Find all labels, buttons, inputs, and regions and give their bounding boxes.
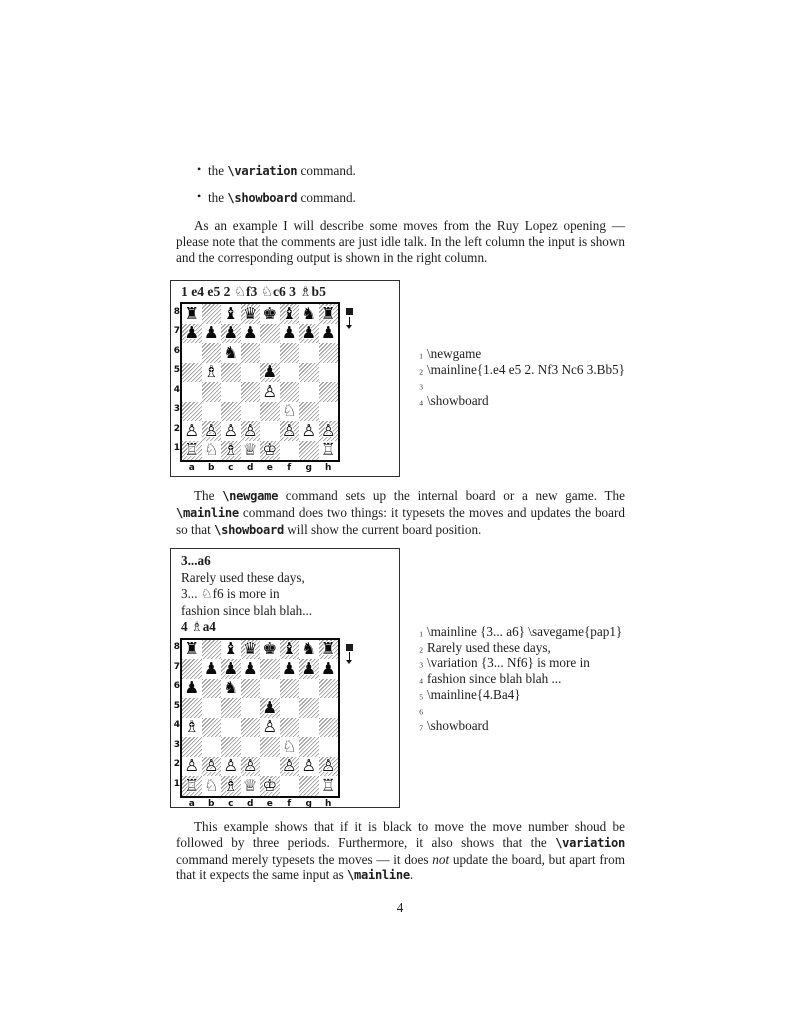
list-item (176, 190, 625, 207)
board-square (319, 421, 339, 441)
board-square (260, 757, 280, 777)
chess-piece: ♟ (301, 658, 317, 678)
chess-piece: ♘ (203, 775, 219, 795)
board-square (241, 640, 261, 660)
line-number: 3 (419, 660, 423, 670)
board-square (202, 698, 222, 718)
rank-labels: 8 7 6 5 4 3 2 1 (173, 642, 180, 789)
chess-piece: ♖ (184, 775, 200, 795)
chess-piece: ♖ (320, 440, 336, 459)
board-square (241, 659, 261, 679)
text-segment: As an example I will describe some moves from the Ruy Lopez opening — please note that the comments are just idle talk. In the left column the input is shown and the corresponding output is shown in the right column. (176, 218, 625, 265)
board-square (280, 324, 300, 344)
inline-code: \variation (227, 164, 298, 178)
board-square (202, 679, 222, 699)
chess-piece: ♙ (281, 756, 297, 775)
board-square (260, 324, 280, 344)
board-square (319, 363, 339, 383)
chess-piece: ♙ (262, 381, 278, 401)
chess-piece: ♙ (320, 756, 336, 775)
board-square (260, 382, 280, 402)
board-square (221, 382, 241, 402)
chess-piece: ♝ (223, 303, 239, 323)
board-square (182, 421, 202, 441)
board-square (241, 343, 261, 363)
chess-piece: ♜ (184, 303, 200, 323)
board-square (221, 679, 241, 699)
chess-piece: ♟ (262, 362, 278, 381)
line-number: 4 (419, 398, 423, 408)
down-arrow-icon (345, 315, 354, 330)
board-square (241, 679, 261, 699)
chess-piece: ♔ (262, 440, 278, 459)
board-square (299, 402, 319, 422)
chess-piece: ♛ (242, 303, 258, 323)
chess-piece: ♘ (281, 401, 297, 420)
bullet-list (176, 163, 625, 218)
board-square (202, 659, 222, 679)
chess-piece: ♖ (184, 440, 200, 459)
chess-piece: ♚ (262, 303, 278, 323)
chess-piece: ♟ (301, 323, 317, 342)
chess-board-1 (172, 302, 399, 475)
chess-piece: ♟ (203, 323, 219, 342)
text-segment: command does two things: it typesets the moves and updates the board so that (176, 504, 625, 537)
text-segment: update the board, but apart from that it expects the same input as (176, 851, 625, 883)
code-line (412, 362, 682, 378)
chess-piece: ♟ (203, 658, 219, 678)
board-square (280, 441, 300, 461)
board-square (182, 776, 202, 796)
board-square (299, 441, 319, 461)
board-square (260, 421, 280, 441)
board-square (299, 776, 319, 796)
board-square (260, 679, 280, 699)
line-number: 4 (419, 676, 423, 686)
explanation-paragraph (176, 488, 625, 538)
board-square (241, 382, 261, 402)
code-line (412, 655, 682, 671)
board-square (260, 776, 280, 796)
inline-code: \variation (555, 835, 625, 850)
board-square (280, 737, 300, 757)
down-arrow-icon (345, 651, 354, 666)
board-square (182, 698, 202, 718)
board-square (182, 304, 202, 324)
annotation-line: fashion since blah blah... (181, 602, 313, 618)
chess-piece: ♛ (242, 639, 258, 658)
board-square (221, 757, 241, 777)
board-square (280, 757, 300, 777)
code-line (412, 624, 682, 640)
board-square (221, 304, 241, 324)
board-square (182, 363, 202, 383)
board-square (260, 343, 280, 363)
board-square (299, 363, 319, 383)
board-square (182, 757, 202, 777)
chess-piece: ♙ (301, 756, 317, 775)
board-square (319, 679, 339, 699)
board-square (319, 304, 339, 324)
code-listing-1 (412, 346, 682, 409)
text-segment: not (432, 851, 450, 867)
chess-piece: ♚ (262, 639, 278, 658)
board-square (182, 402, 202, 422)
text-segment: The (194, 488, 223, 503)
text-segment: This example shows that if it is black to move the move number shoud be followed by three periods. Furthermore, it also shows that the (176, 819, 625, 850)
board-square (319, 324, 339, 344)
chess-piece: ♜ (320, 303, 336, 323)
chess-piece: ♙ (281, 420, 297, 440)
board-square (280, 640, 300, 660)
board-square (260, 304, 280, 324)
chess-piece: ♙ (184, 756, 200, 775)
board-square (319, 659, 339, 679)
chess-piece: ♙ (242, 756, 258, 775)
board-square (241, 324, 261, 344)
code-line (412, 393, 682, 409)
text-segment: the (208, 190, 228, 206)
chess-piece: ♟ (281, 323, 297, 342)
board-square (280, 659, 300, 679)
chess-piece: ♗ (203, 362, 219, 381)
board-square (280, 698, 300, 718)
chess-piece: ♞ (301, 639, 317, 658)
chess-piece: ♕ (242, 775, 258, 795)
board-square (319, 343, 339, 363)
board-square (260, 640, 280, 660)
chess-piece: ♙ (223, 756, 239, 775)
board-grid (180, 302, 340, 462)
board-square (319, 757, 339, 777)
board-square (182, 737, 202, 757)
board-square (182, 343, 202, 363)
chess-piece: ♗ (184, 717, 200, 736)
chess-piece: ♙ (301, 420, 317, 440)
chess-piece: ♜ (320, 639, 336, 658)
chess-piece: ♙ (203, 756, 219, 775)
chess-piece: ♙ (320, 420, 336, 440)
board-square (241, 776, 261, 796)
code-line (412, 377, 682, 393)
line-number: 2 (419, 367, 423, 377)
chess-piece: ♔ (262, 775, 278, 795)
to-move-square-icon (346, 308, 353, 315)
code-line (412, 702, 682, 718)
board-square (280, 718, 300, 738)
board-square (299, 698, 319, 718)
inline-code: \newgame (222, 489, 279, 503)
chess-piece: ♝ (281, 303, 297, 323)
board-square (319, 640, 339, 660)
chess-piece: ♟ (281, 658, 297, 678)
chess-piece: ♙ (184, 420, 200, 440)
board-square (202, 776, 222, 796)
annotation-line: Rarely used these days, (181, 569, 305, 585)
code-listing-2 (412, 624, 682, 734)
chess-figure-1 (170, 280, 400, 477)
board-square (260, 718, 280, 738)
line-number: 2 (419, 645, 423, 655)
chess-piece: ♞ (223, 678, 239, 697)
board-square (182, 441, 202, 461)
chess-piece: ♟ (223, 323, 239, 342)
board-square (319, 698, 339, 718)
code-text: \mainline{4.Ba4} (427, 686, 521, 702)
file-labels: a b c d e f g h (188, 798, 332, 809)
chess-board-2 (172, 638, 399, 811)
text-segment: . (409, 867, 414, 883)
list-item (176, 163, 625, 180)
black-to-move-indicator (345, 308, 354, 330)
to-move-square-icon (346, 644, 353, 651)
bullet-text (208, 163, 356, 178)
board-square (202, 304, 222, 324)
line-number: 6 (419, 707, 423, 717)
chess-piece: ♟ (242, 658, 258, 678)
chess-piece: ♕ (242, 440, 258, 459)
board-square (280, 421, 300, 441)
chess-piece: ♘ (203, 440, 219, 459)
chess-piece: ♙ (262, 717, 278, 736)
board-square (202, 640, 222, 660)
code-line (412, 718, 682, 734)
board-square (202, 382, 222, 402)
board-square (202, 718, 222, 738)
board-square (319, 382, 339, 402)
board-square (280, 343, 300, 363)
chess-piece: ♞ (223, 342, 239, 362)
chess-piece: ♟ (184, 678, 200, 697)
chess-piece: ♟ (320, 323, 336, 342)
board-square (299, 757, 319, 777)
code-text: \newgame (427, 346, 482, 361)
chess-piece: ♗ (223, 440, 239, 459)
chess-piece: ♝ (223, 639, 239, 658)
text-segment: command. (297, 163, 356, 178)
board-square (221, 363, 241, 383)
board-square (299, 343, 319, 363)
page-number: 4 (396, 900, 404, 915)
board-square (202, 343, 222, 363)
board-square (182, 679, 202, 699)
chess-piece: ♟ (320, 658, 336, 678)
board-square (202, 324, 222, 344)
board-square (221, 776, 241, 796)
annotation-line: 3... ♘f6 is more in (181, 586, 280, 601)
bullet-icon: • (197, 162, 202, 176)
board-square (280, 363, 300, 383)
chess-piece: ♟ (242, 323, 258, 342)
inline-code: \showboard (227, 191, 298, 206)
board-square (280, 402, 300, 422)
board-square (241, 304, 261, 324)
chess-figure-2 (170, 548, 400, 808)
annotation-line: 3...a6 (181, 553, 211, 568)
chess-piece: ♟ (184, 323, 200, 342)
code-text: \mainline{1.e4 e5 2. Nf3 Nc6 3.Bb5} (427, 361, 625, 377)
board-square (202, 402, 222, 422)
board-square (202, 757, 222, 777)
board-square (221, 343, 241, 363)
board-square (221, 698, 241, 718)
board-square (202, 737, 222, 757)
line-number: 1 (419, 351, 423, 361)
board-square (299, 659, 319, 679)
chess-piece: ♟ (262, 697, 278, 717)
board-square (221, 324, 241, 344)
board-square (241, 421, 261, 441)
code-text: \showboard (427, 718, 489, 734)
board-square (280, 776, 300, 796)
chess-piece: ♙ (242, 420, 258, 440)
code-line (412, 346, 682, 362)
board-square (182, 382, 202, 402)
chess-piece: ♖ (320, 775, 336, 795)
bullet-icon: • (197, 189, 202, 204)
board-square (319, 776, 339, 796)
board-square (319, 737, 339, 757)
board-square (280, 382, 300, 402)
line-number: 1 (419, 629, 423, 639)
board-square (260, 402, 280, 422)
board-square (299, 421, 319, 441)
board-square (221, 421, 241, 441)
board-square (221, 640, 241, 660)
board-square (299, 737, 319, 757)
annotation-block (181, 553, 399, 636)
bullet-text (208, 190, 356, 205)
chess-piece: ♝ (281, 639, 297, 658)
code-text: \showboard (427, 393, 489, 409)
text-segment: command sets up the internal board or a new game. The (278, 488, 625, 503)
text-segment: command merely typesets the moves — it does (176, 851, 433, 867)
board-square (221, 659, 241, 679)
board-square (280, 304, 300, 324)
chess-piece: ♗ (223, 775, 239, 795)
board-square (202, 441, 222, 461)
chess-piece: ♜ (184, 639, 200, 658)
board-square (299, 324, 319, 344)
board-square (221, 718, 241, 738)
text-segment: the (208, 163, 228, 178)
line-number: 7 (419, 723, 423, 733)
chess-piece: ♙ (223, 420, 239, 440)
code-text: \variation {3... Nf6} is more in (427, 655, 590, 671)
intro-paragraph (176, 218, 625, 265)
line-number: 3 (419, 382, 423, 392)
board-square (182, 659, 202, 679)
board-square (241, 402, 261, 422)
board-square (260, 659, 280, 679)
closing-paragraph (176, 819, 625, 884)
board-square (241, 737, 261, 757)
board-square (260, 363, 280, 383)
board-square (241, 363, 261, 383)
chess-piece: ♘ (281, 736, 297, 756)
board-square (299, 679, 319, 699)
annotation-line: 4 ♗a4 (181, 619, 216, 634)
board-square (221, 402, 241, 422)
line-number: 5 (419, 692, 423, 702)
text-segment: command. (297, 190, 356, 206)
board-square (241, 698, 261, 718)
board-square (182, 324, 202, 344)
code-text: fashion since blah blah ... (427, 671, 562, 687)
chess-piece: ♟ (223, 658, 239, 678)
code-line (412, 640, 682, 656)
board-square (202, 363, 222, 383)
board-square (319, 718, 339, 738)
black-to-move-indicator (345, 644, 354, 666)
board-square (202, 421, 222, 441)
board-square (241, 757, 261, 777)
board-grid (180, 638, 340, 798)
board-square (241, 441, 261, 461)
board-square (182, 640, 202, 660)
board-square (260, 441, 280, 461)
board-square (260, 698, 280, 718)
board-square (299, 382, 319, 402)
code-line (412, 671, 682, 687)
board-square (299, 640, 319, 660)
chess-piece: ♙ (203, 420, 219, 440)
code-text: Rarely used these days, (427, 639, 551, 655)
board-square (319, 441, 339, 461)
board-square (260, 737, 280, 757)
inline-code: \showboard (214, 522, 284, 537)
inline-code: \mainline (176, 505, 239, 520)
mainline-moves-header: 1 e4 e5 2 ♘f3 ♘c6 3 ♗b5 (181, 284, 326, 299)
board-square (299, 304, 319, 324)
rank-labels: 8 7 6 5 4 3 2 1 (173, 306, 180, 454)
code-line (412, 687, 682, 703)
board-square (280, 679, 300, 699)
board-square (221, 441, 241, 461)
board-square (319, 402, 339, 422)
board-square (221, 737, 241, 757)
file-labels: a b c d e f g h (188, 463, 332, 473)
board-square (299, 718, 319, 738)
inline-code: \mainline (347, 868, 410, 883)
code-text: \mainline {3... a6} \savegame{pap1} (427, 624, 623, 639)
text-segment: will show the current board position. (283, 521, 482, 537)
chess-piece: ♞ (301, 303, 317, 323)
board-square (241, 718, 261, 738)
board-square (182, 718, 202, 738)
